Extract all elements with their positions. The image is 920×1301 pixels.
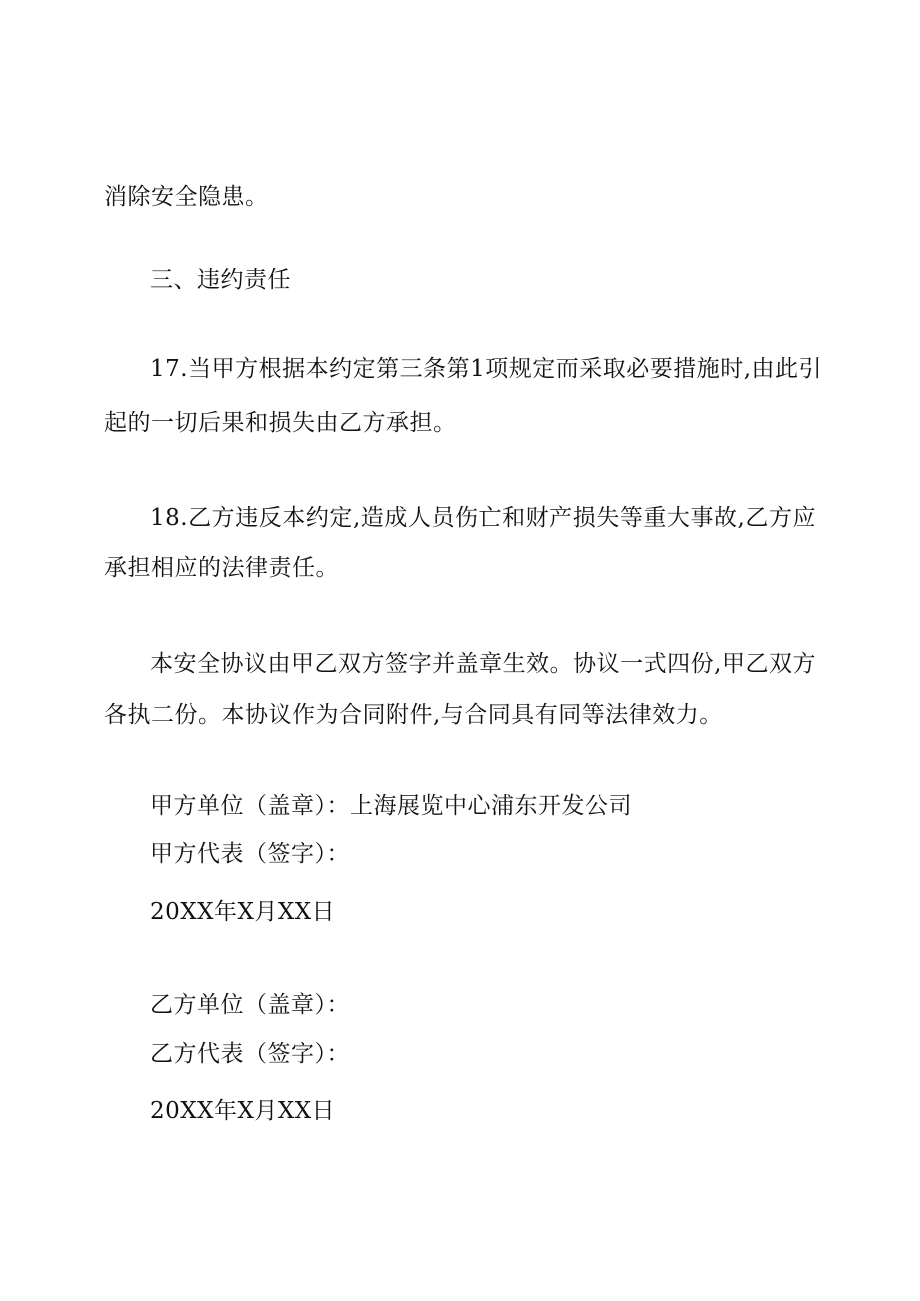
party-b-unit: 乙方单位（盖章）： bbox=[150, 992, 350, 1018]
clause-17-line-2: 起的一切后果和损失由乙方承担。 bbox=[104, 410, 457, 436]
closing-line-1: 本安全协议由甲乙双方签字并盖章生效。协议一式四份,甲乙双方 bbox=[150, 651, 816, 677]
party-a-representative: 甲方代表（签字）： bbox=[150, 841, 350, 867]
party-b-representative: 乙方代表（签字）： bbox=[150, 1041, 350, 1067]
party-b-date: 20XX年X月XX日 bbox=[150, 1098, 336, 1124]
continuation-text: 消除安全隐患。 bbox=[104, 184, 269, 210]
clause-18-line-1: 18.乙方违反本约定,造成人员伤亡和财产损失等重大事故,乙方应 bbox=[150, 505, 816, 531]
party-a-date: 20XX年X月XX日 bbox=[150, 899, 336, 925]
section-heading: 三、违约责任 bbox=[150, 267, 291, 293]
closing-line-2: 各执二份。本协议作为合同附件,与合同具有同等法律效力。 bbox=[104, 702, 723, 728]
clause-18-line-2: 承担相应的法律责任。 bbox=[104, 555, 339, 581]
party-a-unit: 甲方单位（盖章）：上海展览中心浦东开发公司 bbox=[150, 793, 632, 819]
clause-17-line-1: 17.当甲方根据本约定第三条第1项规定而采取必要措施时,由此引 bbox=[150, 356, 823, 382]
